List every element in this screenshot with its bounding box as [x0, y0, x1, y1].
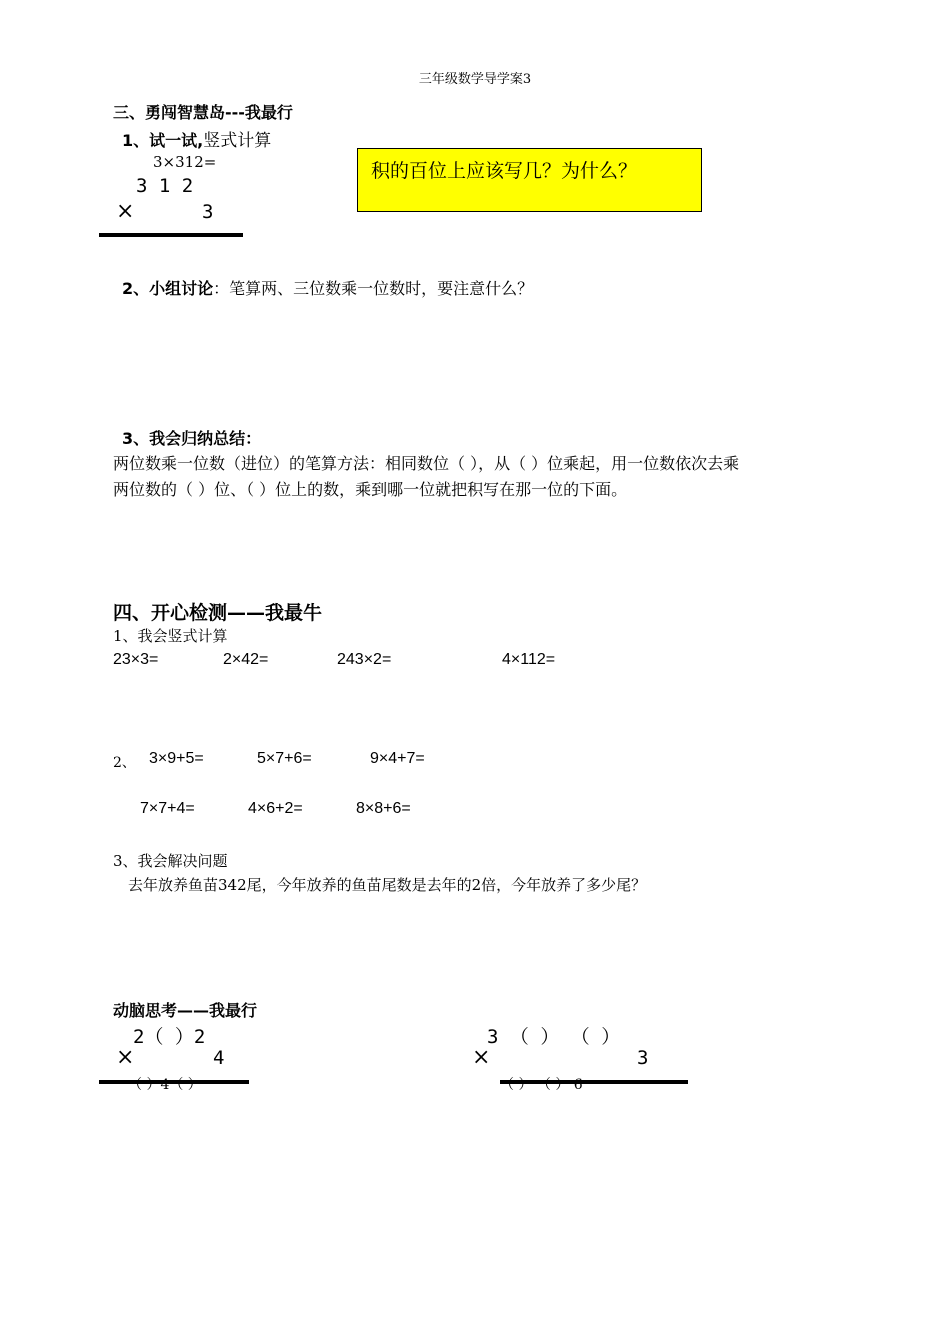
q1-vertical-multiplier: 3: [202, 201, 214, 223]
page-header: 三年级数学导学案3: [418, 72, 532, 87]
brain-left-times-sign: ×: [116, 1045, 135, 1070]
section-4-heading: 四、开心检测——我最牛: [113, 602, 323, 624]
q1-label-bold: 试一试,: [149, 131, 204, 150]
s4-q1-problem-2: 2×42=: [223, 651, 269, 668]
s4-q1-label: 1、我会竖式计算: [113, 627, 228, 645]
s4-q2-row2-item-2: 4×6+2=: [248, 800, 303, 817]
brain-right-times-sign: ×: [472, 1045, 491, 1070]
brain-left-multiplier: 4: [213, 1047, 225, 1069]
s4-q2-row1-item-2: 5×7+6=: [257, 750, 312, 767]
q1-vertical-top: 3 1 2: [136, 175, 194, 197]
q3-line-2: 两位数的（ ）位、（ ）位上的数，乘到哪一位就把积写在那一位的下面。: [113, 480, 628, 499]
q1-times-sign: ×: [116, 199, 135, 224]
brain-right-result: （ ） （ ） 6: [500, 1077, 583, 1093]
s4-q3-problem: 去年放养鱼苗342尾，今年放养的鱼苗尾数是去年的2倍，今年放养了多少尾？: [128, 876, 647, 894]
q1-label: [122, 126, 271, 151]
q2-label: 2、小组讨论: [122, 279, 214, 298]
s4-q2-row1-item-3: 9×4+7=: [370, 750, 425, 767]
s4-q2-label: 2、: [113, 755, 136, 771]
s4-q2-row1-item-1: 3×9+5=: [149, 750, 204, 767]
q3-line-1: 两位数乘一位数（进位）的笔算方法：相同数位（ ），从（ ）位乘起，用一位数依次去乘: [113, 454, 740, 473]
q2-text: ：笔算两、三位数乘一位数时，要注意什么？: [213, 279, 534, 298]
s4-q1-problem-4: 4×112=: [502, 651, 556, 668]
q3-label: 3、我会归纳总结：: [122, 429, 262, 448]
s4-q1-problem-3: 243×2=: [337, 651, 392, 668]
s4-q3-label: 3、我会解决问题: [113, 852, 228, 870]
callout-text: 积的百位上应该写几？为什么？: [371, 160, 638, 182]
section-3-heading: 三、勇闯智慧岛---我最行: [113, 103, 293, 122]
brain-right-top: 3 （ ） （ ）: [487, 1026, 621, 1048]
q1-number: 1、: [122, 131, 150, 150]
q1-result-line: [99, 233, 243, 237]
s4-q2-row2-item-1: 7×7+4=: [140, 800, 195, 817]
q2-line: [122, 276, 533, 299]
brain-left-result: （ ）4（ ）: [128, 1077, 202, 1093]
s4-q1-problem-1: 23×3=: [113, 651, 159, 668]
callout-box: [357, 148, 702, 212]
brain-heading: 动脑思考——我最行: [113, 1001, 258, 1020]
q1-equation: 3×312=: [153, 153, 217, 171]
brain-right-multiplier: 3: [637, 1047, 649, 1069]
brain-left-top: 2（ ）2: [133, 1026, 206, 1048]
q1-label-rest: 竖式计算: [203, 131, 272, 151]
s4-q2-row2-item-3: 8×8+6=: [356, 800, 411, 817]
